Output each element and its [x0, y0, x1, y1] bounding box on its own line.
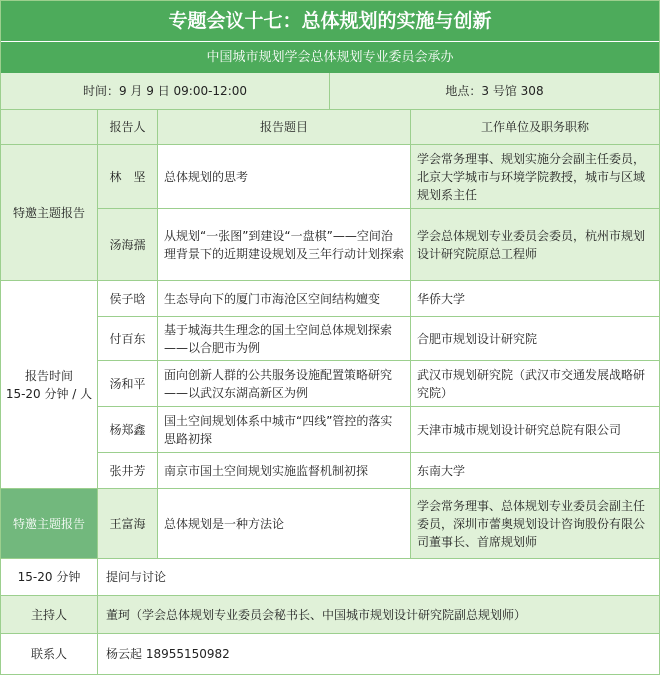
host-value: 董珂（学会总体规划专业委员会秘书长、中国城市规划设计研究院副总规划师）: [98, 596, 659, 634]
speaker-affiliation: 学会常务理事、总体规划专业委员会副主任委员，深圳市蕾奥规划设计咨询股份有限公司董事长、首席规划师: [411, 489, 659, 559]
host-label: 主持人: [1, 596, 98, 634]
report-topic: 国土空间规划体系中城市“四线”管控的落实思路初探: [158, 407, 411, 453]
speaker-affiliation: 学会总体规划专业委员会委员，杭州市规划设计研究院原总工程师: [411, 209, 659, 281]
speaker-name: 林 坚: [98, 145, 158, 209]
report-time-label: 报告时间: [24, 368, 73, 383]
report-topic: 面向创新人群的公共服务设施配置策略研究——以武汉东湖高新区为例: [158, 361, 411, 407]
group-label-invited: 特邀主题报告: [1, 145, 98, 281]
speaker-affiliation: 天津市城市规划设计研究总院有限公司: [411, 407, 659, 453]
report-topic: 生态导向下的厦门市海沧区空间结构嬗变: [158, 281, 411, 317]
report-topic: 从规划“一张图”到建设“一盘棋”——空间治理背景下的近期建设规划及三年行动计划探索: [158, 209, 411, 281]
discussion-duration: 15-20 分钟: [1, 559, 98, 596]
speaker-affiliation: 学会常务理事、规划实施分会副主任委员，北京大学城市与环境学院教授，城市与区域规划系主任: [411, 145, 659, 209]
speaker-name: 王富海: [98, 489, 158, 559]
report-topic: 总体规划的思考: [158, 145, 411, 209]
report-topic: 基于城海共生理念的国土空间总体规划探索——以合肥市为例: [158, 317, 411, 361]
speaker-affiliation: 武汉市规划研究院（武汉市交通发展战略研究院）: [411, 361, 659, 407]
speaker-name: 张井芳: [98, 453, 158, 489]
speaker-affiliation: 东南大学: [411, 453, 659, 489]
group-label-invited-2: 特邀主题报告: [1, 489, 98, 559]
column-header-topic: 报告题目: [158, 110, 411, 145]
column-header-speaker: 报告人: [98, 110, 158, 145]
speaker-name: 侯子晗: [98, 281, 158, 317]
speaker-name: 汤和平: [98, 361, 158, 407]
report-topic: 总体规划是一种方法论: [158, 489, 411, 559]
session-time: 时间：9 月 9 日 09:00-12:00: [1, 73, 330, 110]
organizer-line: 中国城市规划学会总体规划专业委员会承办: [1, 41, 659, 73]
contact-label: 联系人: [1, 634, 98, 674]
page-title: 专题会议十七：总体规划的实施与创新: [1, 1, 659, 41]
speaker-affiliation: 合肥市规划设计研究院: [411, 317, 659, 361]
report-time-duration: 15-20 分钟 / 人: [5, 386, 93, 401]
report-topic: 南京市国土空间规划实施监督机制初探: [158, 453, 411, 489]
speaker-affiliation: 华侨大学: [411, 281, 659, 317]
group-label-report-time: [1, 281, 98, 489]
discussion-text: 提问与讨论: [98, 559, 659, 596]
speaker-name: 付百东: [98, 317, 158, 361]
speaker-name: 杨郑鑫: [98, 407, 158, 453]
column-header-affiliation: 工作单位及职务职称: [411, 110, 659, 145]
session-location: 地点：3 号馆 308: [330, 73, 659, 110]
speaker-name: 汤海孺: [98, 209, 158, 281]
contact-value: 杨云起 18955150982: [98, 634, 659, 674]
header-blank: [1, 110, 98, 145]
